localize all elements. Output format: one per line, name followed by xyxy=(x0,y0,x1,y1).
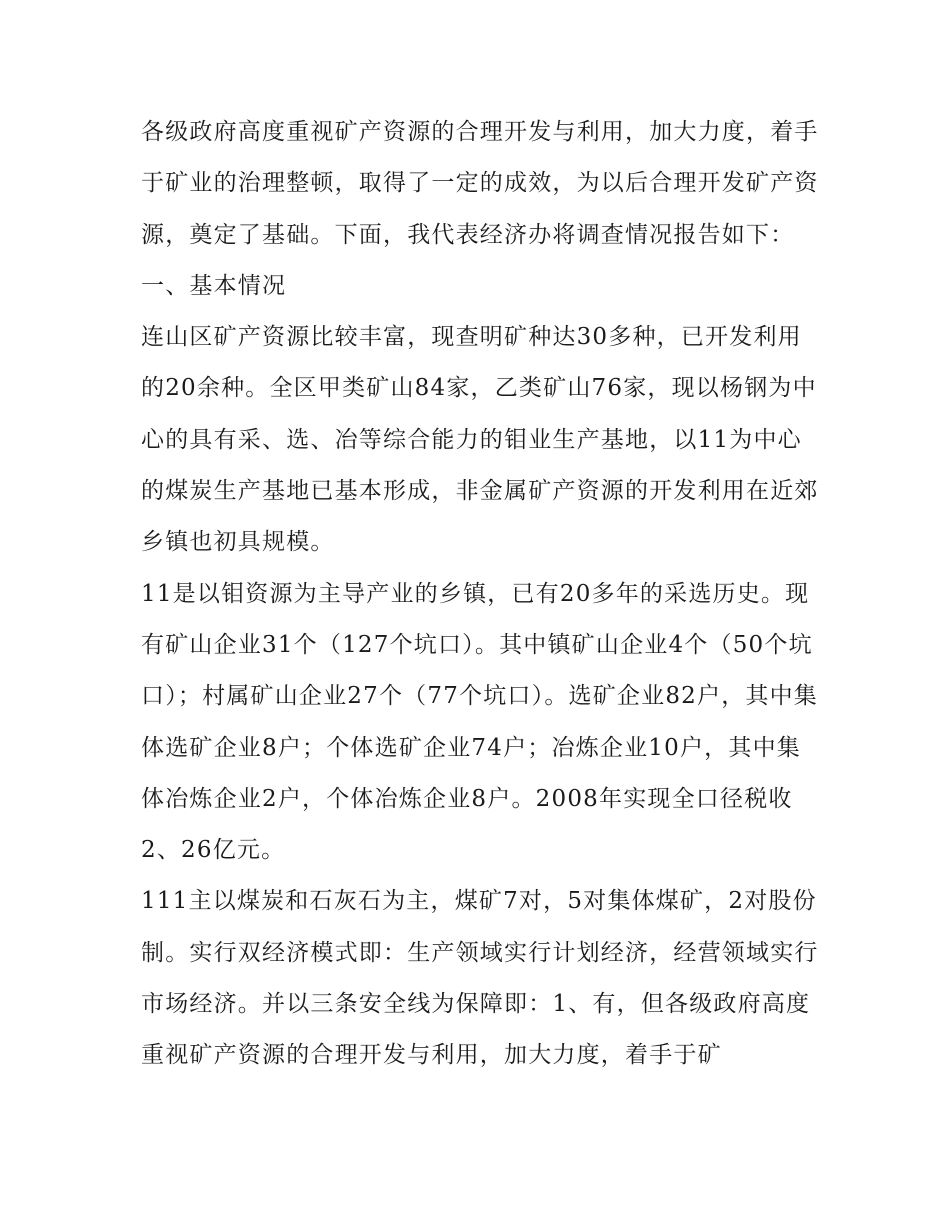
paragraph-overview: 连山区矿产资源比较丰富，现查明矿种达30多种，已开发利用的20余种。全区甲类矿山84家，乙类矿山76家，现以杨钢为中心的具有采、选、冶等综合能力的钼业生产基地，以11为中心的煤炭生产基地已基本形成，非金属矿产资源的开发利用在近郊乡镇也初具规模。 xyxy=(141,324,819,556)
paragraph-coal: 111主以煤炭和石灰石为主，煤矿7对，5对集体煤矿，2对股份制。实行双经济模式即：生产领域实行计划经济，经营领域实行市场经济。并以三条安全线为保障即：1、有，但各级政府高度重视矿产资源的合理开发与利用，加大力度，着手于矿 xyxy=(141,888,819,1069)
paragraph-molybdenum: 11是以钼资源为主导产业的乡镇，已有20多年的采选历史。现有矿山企业31个（127个坑口）。其中镇矿山企业4个（50个坑口）；村属矿山企业27个（77个坑口）。选矿企业82户，其中集体选矿企业8户；个体选矿企业74户；冶炼企业10户，其中集体冶炼企业2户，个体冶炼企业8户。2008年实现全口径税收2、26亿元。 xyxy=(141,580,818,864)
document-body xyxy=(141,107,821,1082)
paragraph-intro: 各级政府高度重视矿产资源的合理开发与利用，加大力度，着手于矿业的治理整顿，取得了一定的成效，为以后合理开发矿产资源，奠定了基础。下面，我代表经济办将调查情况报告如下： xyxy=(141,119,819,248)
section-heading: 一、基本情况 xyxy=(141,272,287,299)
